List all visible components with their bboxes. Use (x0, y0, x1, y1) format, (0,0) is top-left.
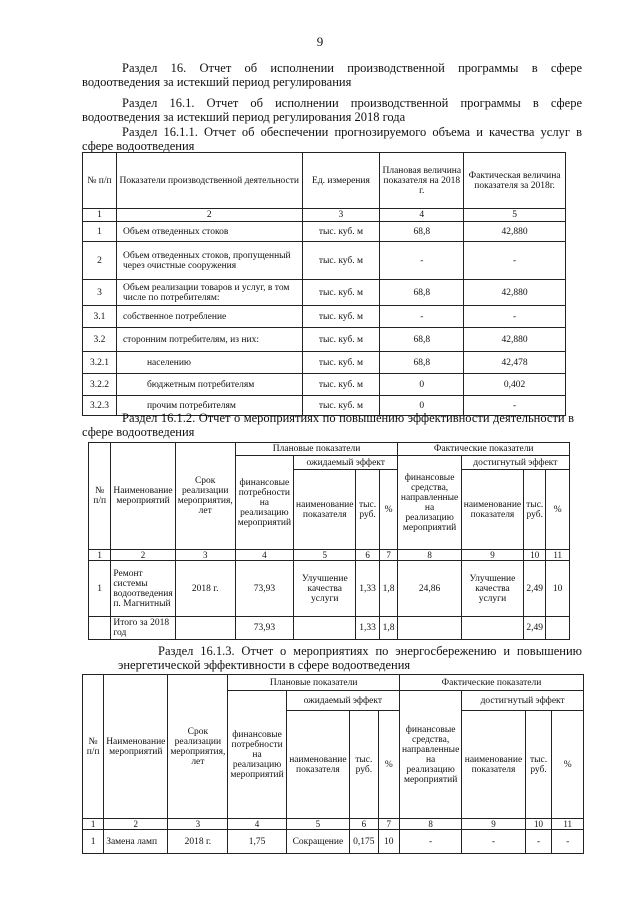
row-num: 3.2.1 (83, 352, 117, 374)
row-fact: 42,880 (464, 280, 566, 306)
row-indicator-fact: Улучшение качества услуги (461, 561, 523, 617)
row-fact: - (464, 396, 566, 416)
row-fin-spent: - (399, 830, 461, 854)
col-number: 6 (356, 550, 379, 561)
row-pct: 1,8 (379, 561, 398, 617)
row-indicator: Сокращение (286, 830, 349, 854)
header-pct: % (552, 711, 584, 819)
row-unit: тыс. куб. м (302, 306, 380, 328)
row-num: 2 (83, 242, 117, 280)
header-rub: тыс. руб. (524, 470, 546, 550)
col-number: 2 (104, 819, 168, 830)
section-16-heading: Раздел 16. Отчет об исполнении производственной программы в сфере водоотведения за истекший период регулирования (82, 61, 582, 89)
header-measure: Наименование мероприятий (111, 443, 175, 550)
row-rub-fact: - (525, 830, 552, 854)
row-fact: 0,402 (464, 374, 566, 396)
row-num: 3 (83, 280, 117, 306)
header-num: № п/п (89, 443, 111, 550)
row-fact: - (464, 306, 566, 328)
services-volume-table (82, 152, 566, 416)
total-rub-fact: 2,49 (524, 617, 546, 640)
col-number: 3 (175, 550, 235, 561)
header-plan-group: Плановые показатели (235, 443, 398, 456)
col-number: 9 (462, 819, 525, 830)
col-number: 4 (228, 819, 286, 830)
row-pct-fact: - (552, 830, 584, 854)
col-number: 10 (524, 550, 546, 561)
row-unit: тыс. куб. м (302, 222, 380, 242)
row-fact: 42,880 (464, 222, 566, 242)
total-fin: 73,93 (235, 617, 293, 640)
row-term: 2018 г. (175, 561, 235, 617)
header-achieved-effect: достигнутый эффект (461, 456, 569, 470)
header-rub: тыс. руб. (525, 711, 552, 819)
header-plan: Плановая величина показателя на 2018 г. (380, 153, 464, 209)
col-number: 5 (286, 819, 349, 830)
table-row (83, 222, 566, 242)
row-num: 3.2.3 (83, 396, 117, 416)
row-fact: 42,880 (464, 328, 566, 352)
header-measure: Наименование мероприятий (104, 675, 168, 819)
row-name: Замена ламп (104, 830, 168, 854)
col-number: 1 (83, 819, 104, 830)
header-fact: Фактическая величина показателя за 2018г. (464, 153, 566, 209)
table-row (83, 280, 566, 306)
header-fact-group: Фактические показатели (398, 443, 570, 456)
header-pct: % (546, 470, 570, 550)
header-rub: тыс. руб. (350, 711, 379, 819)
header-fin-needs: финансовые потребности на реализацию мероприятий (228, 691, 286, 819)
table-row (89, 561, 570, 617)
row-fin-spent: 24,86 (398, 561, 461, 617)
row-unit: тыс. куб. м (302, 374, 380, 396)
row-pct-fact: 10 (546, 561, 570, 617)
row-plan: 0 (380, 374, 464, 396)
col-number: 2 (116, 209, 302, 222)
row-rub: 0,175 (350, 830, 379, 854)
col-number: 11 (546, 550, 570, 561)
row-plan: - (380, 242, 464, 280)
section-16-1-1-heading: Раздел 16.1.1. Отчет об обеспечении прогнозируемого объема и качества услуг в сфере водоотведения (82, 125, 582, 153)
col-number: 3 (168, 819, 228, 830)
row-unit: тыс. куб. м (302, 352, 380, 374)
row-fact: 42,478 (464, 352, 566, 374)
row-plan: 0 (380, 396, 464, 416)
row-unit: тыс. куб. м (302, 242, 380, 280)
row-fin: 1,75 (228, 830, 286, 854)
row-name: Ремонт системы водоотведения п. Магнитный (111, 561, 175, 617)
total-row (89, 617, 570, 640)
header-num: № п/п (83, 153, 117, 209)
row-fin: 73,93 (235, 561, 293, 617)
header-pct: % (379, 470, 398, 550)
col-number: 5 (464, 209, 566, 222)
row-plan: 68,8 (380, 280, 464, 306)
header-expected-effect: ожидаемый эффект (286, 691, 399, 711)
row-num: 3.2.2 (83, 374, 117, 396)
col-number: 7 (378, 819, 399, 830)
row-num: 3.1 (83, 306, 117, 328)
row-term: 2018 г. (168, 830, 228, 854)
row-num: 3.2 (83, 328, 117, 352)
header-indicator: наименование показателя (461, 470, 523, 550)
row-name: собственное потребление (116, 306, 302, 328)
row-pct: 10 (378, 830, 399, 854)
total-label: Итого за 2018 год (111, 617, 175, 640)
header-unit: Ед. измерения (302, 153, 380, 209)
col-number: 8 (399, 819, 461, 830)
header-indicator: наименование показателя (286, 711, 349, 819)
table-row (83, 830, 584, 854)
row-num: 1 (83, 830, 104, 854)
header-expected-effect: ожидаемый эффект (294, 456, 398, 470)
header-plan-group: Плановые показатели (228, 675, 400, 691)
table-row (83, 328, 566, 352)
section-16-1-3-heading: Раздел 16.1.3. Отчет о мероприятиях по энергосбережению и повышению энергетической эффективности в сфере водоотведения (118, 644, 582, 672)
col-number: 1 (83, 209, 117, 222)
row-name: прочим потребителям (116, 396, 302, 416)
row-name: Объем реализации товаров и услуг, в том числе по потребителям: (116, 280, 302, 306)
row-name: Объем отведенных стоков, пропущенный через очистные сооружения (116, 242, 302, 280)
row-unit: тыс. куб. м (302, 328, 380, 352)
table-row (83, 306, 566, 328)
row-plan: 68,8 (380, 328, 464, 352)
row-name: бюджетным потребителям (116, 374, 302, 396)
energy-saving-table (82, 674, 584, 854)
col-number: 11 (552, 819, 584, 830)
row-name: населению (116, 352, 302, 374)
col-number: 1 (89, 550, 111, 561)
col-number: 8 (398, 550, 461, 561)
header-fin-spent: финансовые средства, направленные на реализацию мероприятий (398, 456, 461, 550)
section-16-1-2-heading: Раздел 16.1.2. Отчет о мероприятиях по повышению эффективности деятельности в сфере водоотведения (82, 411, 574, 439)
row-unit: тыс. куб. м (302, 396, 380, 416)
col-number: 6 (350, 819, 379, 830)
row-plan: 68,8 (380, 222, 464, 242)
header-fin-spent: финансовые средства, направленные на реализацию мероприятий (399, 691, 461, 819)
header-fin-needs: финансовые потребности на реализацию мероприятий (235, 456, 293, 550)
row-fact: - (464, 242, 566, 280)
page-number: 9 (316, 34, 324, 49)
col-number: 4 (380, 209, 464, 222)
row-plan: 68,8 (380, 352, 464, 374)
total-rub: 1,33 (356, 617, 379, 640)
table-row (83, 352, 566, 374)
header-indicator: Показатели производственной деятельности (116, 153, 302, 209)
col-number: 4 (235, 550, 293, 561)
header-pct: % (378, 711, 399, 819)
header-num: № п/п (83, 675, 104, 819)
row-rub: 1,33 (356, 561, 379, 617)
header-achieved-effect: достигнутый эффект (462, 691, 584, 711)
header-term: Срок реализации мероприятия, лет (175, 443, 235, 550)
row-num: 1 (83, 222, 117, 242)
header-indicator: наименование показателя (294, 470, 356, 550)
row-unit: тыс. куб. м (302, 280, 380, 306)
col-number: 7 (379, 550, 398, 561)
row-indicator: Улучшение качества услуги (294, 561, 356, 617)
section-16-1-heading: Раздел 16.1. Отчет об исполнении производственной программы в сфере водоотведения за истекший период регулирования 2018 года (82, 96, 582, 124)
row-name: Объем отведенных стоков (116, 222, 302, 242)
row-num: 1 (89, 561, 111, 617)
table-row (83, 374, 566, 396)
table-row (83, 242, 566, 280)
header-rub: тыс. руб. (356, 470, 379, 550)
col-number: 3 (302, 209, 380, 222)
col-number: 5 (294, 550, 356, 561)
col-number: 2 (111, 550, 175, 561)
row-plan: - (380, 306, 464, 328)
total-pct: 1,8 (379, 617, 398, 640)
row-name: сторонним потребителям, из них: (116, 328, 302, 352)
header-indicator: наименование показателя (462, 711, 525, 819)
row-rub-fact: 2,49 (524, 561, 546, 617)
header-fact-group: Фактические показатели (399, 675, 583, 691)
efficiency-measures-table (88, 442, 570, 640)
header-term: Срок реализации мероприятия, лет (168, 675, 228, 819)
row-indicator-fact: - (462, 830, 525, 854)
col-number: 9 (461, 550, 523, 561)
col-number: 10 (525, 819, 552, 830)
